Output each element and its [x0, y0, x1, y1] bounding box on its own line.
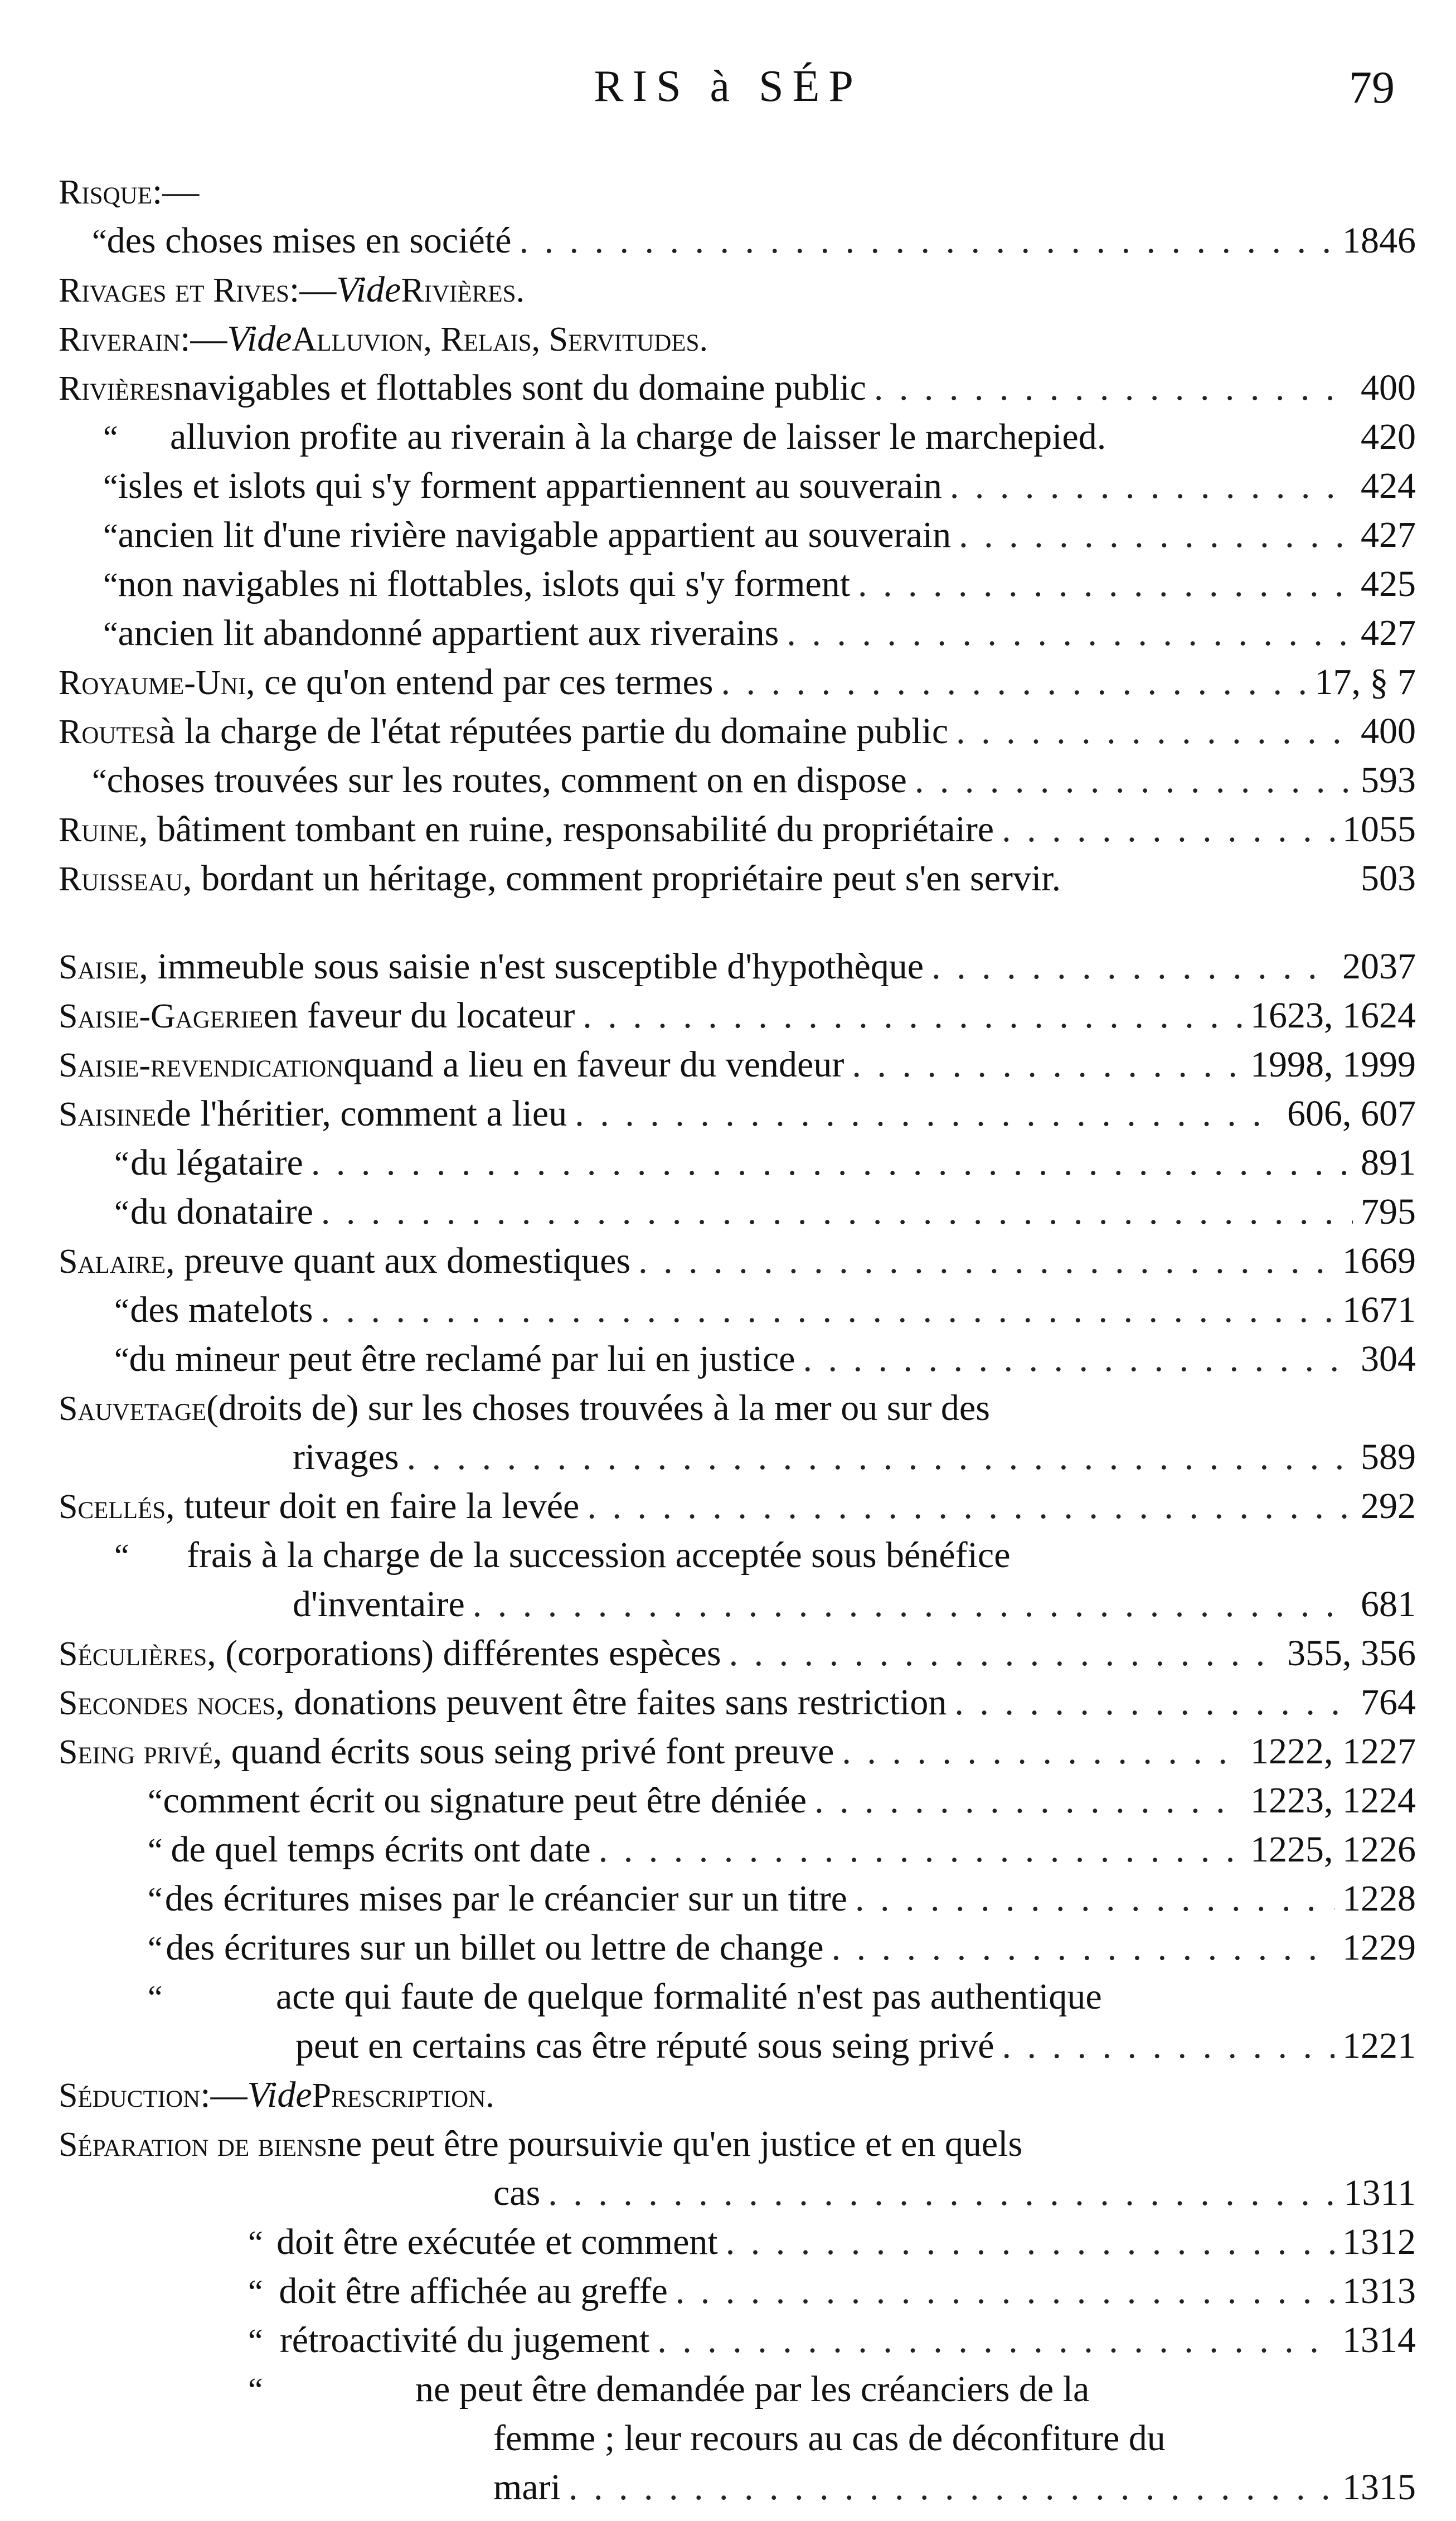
- index-continuation: [59, 2021, 1416, 2071]
- entry-heading: Saisie-revendication: [59, 1046, 344, 1084]
- entry-text: , immeuble sous saisie n'est susceptible d'hypothèque: [139, 946, 924, 987]
- index-entry: [59, 1629, 1416, 1678]
- entry-heading: Séculières: [59, 1635, 207, 1673]
- entry-heading: Seing privé: [59, 1733, 213, 1771]
- index-subentry: [59, 511, 1416, 560]
- index-entry: [59, 658, 1416, 707]
- entry-text: du donataire: [130, 1191, 313, 1232]
- leader-dots: [638, 1237, 1334, 1286]
- vide-reference: Vide: [247, 2074, 312, 2115]
- article-number: 292: [1361, 1486, 1416, 1526]
- leader-dots: [729, 1629, 1279, 1678]
- entry-text: (droits de) sur les choses trouvées à la mer ou sur des: [206, 1388, 990, 1428]
- entry-text: ancien lit abandonné appartient aux riverains: [118, 613, 779, 653]
- index-entry: [59, 1727, 1416, 1776]
- article-number: 304: [1361, 1339, 1416, 1379]
- leader-dots: [407, 1433, 1353, 1482]
- article-number: 1312: [1342, 2222, 1416, 2262]
- ditto-mark: “: [103, 419, 118, 456]
- leader-dots: [311, 1138, 1353, 1187]
- index-subentry: [59, 2365, 1416, 2414]
- index-subentry: [59, 1335, 1416, 1384]
- index-subentry: [59, 560, 1416, 609]
- ditto-mark: “: [148, 1979, 163, 2016]
- entry-text: de quel temps écrits ont date: [171, 1829, 591, 1870]
- entry-text: ancien lit d'une rivière navigable appartient au souverain: [118, 515, 952, 555]
- article-number: 2037: [1342, 946, 1416, 987]
- entry-text: mari: [493, 2467, 561, 2508]
- entry-text: alluvion profite au riverain à la charge de laisser le marchepied.: [170, 416, 1106, 457]
- index-subentry: [59, 1776, 1416, 1825]
- entry-text: du mineur peut être reclamé par lui en justice: [129, 1339, 795, 1379]
- cross-reference: Alluvion, Relais, Servitudes.: [292, 321, 708, 358]
- index-entry: [59, 1482, 1416, 1531]
- index-continuation: [59, 1580, 1416, 1629]
- article-number: 420: [1361, 416, 1416, 457]
- article-number: 1222, 1227: [1250, 1731, 1416, 1772]
- entry-text: , quand écrits sous seing privé font preuve: [212, 1731, 834, 1772]
- ditto-mark: “: [148, 1930, 163, 1967]
- leader-dots: [915, 756, 1353, 805]
- running-head: RIS à SÉP: [594, 62, 862, 111]
- leader-dots: [842, 1727, 1243, 1776]
- leader-dots: [726, 2218, 1334, 2267]
- entry-text: d'inventaire: [293, 1584, 465, 1625]
- ditto-mark: “: [248, 2372, 263, 2408]
- entry-text: en faveur du locateur: [263, 995, 575, 1036]
- page-number: 79: [1349, 62, 1395, 113]
- entry-text: , donations peuvent être faites sans restriction: [275, 1682, 947, 1723]
- index-entry: [59, 265, 1416, 314]
- leader-dots: [657, 2316, 1334, 2365]
- index-entry: [59, 805, 1416, 854]
- article-number: 1221: [1342, 2025, 1416, 2066]
- index-entry: [59, 942, 1416, 991]
- leader-dots: [321, 1286, 1334, 1335]
- entry-text: , tuteur doit en faire la levée: [166, 1486, 580, 1526]
- ditto-mark: “: [248, 2224, 263, 2261]
- ditto-mark: “: [114, 1292, 129, 1329]
- entry-text: ne peut être poursuivie qu'en justice et en quels: [327, 2124, 1023, 2164]
- entry-text: :—: [200, 2074, 247, 2115]
- entry-text: rétroactivité du jugement: [279, 2320, 650, 2360]
- entry-text: femme ; leur recours au cas de déconfiture du: [493, 2418, 1166, 2459]
- article-number: 1055: [1342, 809, 1416, 850]
- index-subentry: [59, 413, 1416, 462]
- vide-reference: Vide: [227, 318, 292, 359]
- index-continuation: [59, 2463, 1416, 2512]
- index-subentry: [59, 1874, 1416, 1923]
- ditto-mark: “: [103, 615, 118, 652]
- entry-text: :—: [289, 269, 337, 310]
- article-number: 1998, 1999: [1250, 1044, 1416, 1085]
- entry-text: doit être affichée au greffe: [279, 2271, 668, 2311]
- leader-dots: [959, 511, 1353, 560]
- ditto-mark: “: [148, 1783, 163, 1820]
- article-number: 593: [1361, 760, 1416, 801]
- article-number: 400: [1361, 367, 1416, 408]
- ditto-mark: “: [114, 1538, 129, 1574]
- article-number: 1623, 1624: [1250, 995, 1416, 1036]
- ditto-mark: “: [148, 1881, 163, 1918]
- index-entry: [59, 991, 1416, 1040]
- index-entry: [59, 854, 1416, 903]
- leader-dots: [950, 462, 1353, 511]
- index-subentry: [59, 462, 1416, 511]
- entry-heading: Saisine: [59, 1095, 157, 1133]
- index-entry: [59, 1678, 1416, 1727]
- article-number: 1313: [1342, 2271, 1416, 2311]
- leader-dots: [676, 2267, 1334, 2316]
- leader-dots: [587, 1482, 1353, 1531]
- index-entry: [59, 363, 1416, 413]
- leader-dots: [569, 2463, 1334, 2512]
- article-number: 681: [1361, 1584, 1416, 1625]
- ditto-mark: “: [103, 468, 118, 505]
- article-number: 795: [1361, 1191, 1416, 1232]
- leader-dots: [599, 1825, 1243, 1874]
- leader-dots: [956, 707, 1353, 756]
- index-entry: [59, 2071, 1416, 2120]
- entry-text: :—: [180, 318, 227, 359]
- cross-reference: Prescription.: [312, 2077, 494, 2115]
- ditto-mark: “: [103, 566, 118, 603]
- article-number: 427: [1361, 613, 1416, 653]
- leader-dots: [787, 609, 1353, 658]
- entry-heading: Sauvetage: [59, 1390, 207, 1428]
- article-number: 17, § 7: [1314, 662, 1416, 702]
- index-entries: [59, 167, 1416, 2512]
- index-subentry: [59, 216, 1416, 265]
- article-number: 891: [1361, 1142, 1416, 1183]
- leader-dots: [858, 560, 1353, 609]
- entry-text: isles et islots qui s'y forment appartiennent au souverain: [118, 466, 942, 506]
- index-entry: [59, 167, 1416, 216]
- index-subentry: [59, 1923, 1416, 1972]
- index-entry: [59, 707, 1416, 756]
- ditto-mark: “: [92, 763, 107, 799]
- article-number: 764: [1361, 1682, 1416, 1723]
- entry-text: ne peut être demandée par les créanciers de la: [415, 2369, 1090, 2410]
- entry-text: des matelots: [130, 1289, 313, 1330]
- entry-heading: Royaume-Uni: [59, 664, 246, 702]
- entry-text: peut en certains cas être réputé sous seing privé: [295, 2025, 994, 2066]
- index-entry: [59, 1089, 1416, 1138]
- entry-text: comment écrit ou signature peut être déniée: [163, 1780, 807, 1821]
- entry-heading: Rivières: [59, 370, 174, 408]
- leader-dots: [855, 1874, 1334, 1923]
- index-entry: [59, 2120, 1416, 2169]
- leader-dots: [1002, 2021, 1334, 2071]
- article-number: 1225, 1226: [1250, 1829, 1416, 1870]
- entry-text: non navigables ni flottables, islots qui s'y forment: [118, 564, 851, 604]
- entry-heading: Ruine: [59, 811, 139, 849]
- entry-text: à la charge de l'état réputées partie du domaine public: [158, 711, 949, 752]
- index-continuation: [59, 2169, 1416, 2218]
- entry-heading: Salaire: [59, 1243, 166, 1281]
- leader-dots: [814, 1776, 1243, 1825]
- ditto-mark: “: [248, 2273, 263, 2310]
- ditto-mark: “: [148, 1832, 163, 1869]
- article-number: 589: [1361, 1437, 1416, 1477]
- entry-heading: Ruisseau: [59, 860, 183, 898]
- entry-text: des écritures mises par le créancier sur un titre: [164, 1878, 847, 1919]
- index-subentry: [59, 2316, 1416, 2365]
- entry-heading: Scellés: [59, 1488, 166, 1526]
- ditto-mark: “: [248, 2323, 263, 2359]
- entry-heading: Séduction: [59, 2077, 201, 2115]
- leader-dots: [852, 1040, 1243, 1089]
- entry-heading: Riverain: [59, 321, 181, 358]
- leader-dots: [519, 216, 1334, 265]
- leader-dots: [874, 363, 1353, 413]
- leader-dots: [1002, 805, 1334, 854]
- leader-dots: [832, 1923, 1334, 1972]
- index-entry: [59, 1040, 1416, 1089]
- article-number: 1223, 1224: [1250, 1780, 1416, 1821]
- leader-dots: [548, 2169, 1336, 2218]
- entry-text: choses trouvées sur les routes, comment on en dispose: [106, 760, 907, 801]
- article-number: 427: [1361, 515, 1416, 555]
- index-continuation: [59, 2414, 1416, 2463]
- article-number: 425: [1361, 564, 1416, 604]
- entry-text: , ce qu'on entend par ces termes: [246, 662, 714, 702]
- entry-heading: Séparation de biens: [59, 2126, 327, 2164]
- leader-dots: [473, 1580, 1353, 1629]
- article-number: 1229: [1342, 1927, 1416, 1968]
- index-subentry: [59, 609, 1416, 658]
- leader-dots: [803, 1335, 1353, 1384]
- entry-heading: Saisie-Gagerie: [59, 997, 264, 1035]
- index-subentry: [59, 2218, 1416, 2267]
- entry-text: navigables et flottables sont du domaine public: [173, 367, 866, 408]
- article-number: 1846: [1342, 220, 1416, 261]
- entry-text: , (corporations) différentes espèces: [207, 1633, 721, 1674]
- entry-text: doit être exécutée et comment: [276, 2222, 718, 2262]
- cross-reference: Rivières.: [401, 272, 525, 309]
- index-subentry: [59, 1138, 1416, 1187]
- article-number: 1315: [1342, 2467, 1416, 2508]
- article-number: 400: [1361, 711, 1416, 752]
- article-number: 1311: [1343, 2173, 1416, 2213]
- index-subentry: [59, 1531, 1416, 1580]
- ditto-mark: “: [114, 1145, 129, 1182]
- entry-text: cas: [493, 2173, 541, 2213]
- index-subentry: [59, 1825, 1416, 1874]
- article-number: 1228: [1342, 1878, 1416, 1919]
- index-continuation: [59, 1433, 1416, 1482]
- entry-text: des choses mises en société: [106, 220, 512, 261]
- entry-text: de l'héritier, comment a lieu: [156, 1093, 567, 1134]
- entry-text: des écritures sur un billet ou lettre de change: [166, 1927, 824, 1968]
- entry-heading: Secondes noces: [59, 1684, 276, 1722]
- vide-reference: Vide: [336, 269, 401, 310]
- leader-dots: [954, 1678, 1353, 1727]
- entry-text: :—: [152, 171, 200, 212]
- ditto-mark: “: [103, 517, 118, 554]
- entry-text: , preuve quant aux domestiques: [166, 1240, 631, 1281]
- index-entry: [59, 314, 1416, 363]
- index-subentry: [59, 756, 1416, 805]
- entry-heading: Rivages et Rives: [59, 272, 289, 309]
- ditto-mark: “: [92, 223, 107, 260]
- index-subentry: [59, 1972, 1416, 2021]
- entry-text: quand a lieu en faveur du vendeur: [343, 1044, 845, 1085]
- entry-text: , bordant un héritage, comment propriétaire peut s'en servir.: [182, 858, 1061, 899]
- leader-dots: [721, 658, 1307, 707]
- entry-text: du légataire: [130, 1142, 303, 1183]
- ditto-mark: “: [114, 1341, 129, 1378]
- article-number: 1669: [1342, 1240, 1416, 1281]
- entry-heading: Risque: [59, 173, 152, 211]
- article-number: 503: [1361, 858, 1416, 899]
- leader-dots: [321, 1187, 1353, 1237]
- article-number: 424: [1361, 466, 1416, 506]
- entry-heading: Saisie: [59, 948, 139, 986]
- entry-heading: Routes: [59, 713, 159, 751]
- entry-text: acte qui faute de quelque formalité n'est pas authentique: [276, 1976, 1102, 2017]
- leader-dots: [575, 1089, 1279, 1138]
- ditto-mark: “: [114, 1194, 129, 1231]
- article-number: 606, 607: [1287, 1093, 1416, 1134]
- leader-dots: [583, 991, 1243, 1040]
- article-number: 1671: [1342, 1289, 1416, 1330]
- page-header: [0, 61, 1456, 123]
- index-entry: [59, 1384, 1416, 1433]
- index-subentry: [59, 2267, 1416, 2316]
- index-entry: [59, 1237, 1416, 1286]
- entry-text: , bâtiment tombant en ruine, responsabilité du propriétaire: [139, 809, 994, 850]
- article-number: 355, 356: [1287, 1633, 1416, 1674]
- index-subentry: [59, 1286, 1416, 1335]
- article-number: 1314: [1342, 2320, 1416, 2360]
- leader-dots: [931, 942, 1334, 991]
- entry-text: frais à la charge de la succession acceptée sous bénéfice: [187, 1535, 1011, 1575]
- entry-text: rivages: [293, 1437, 399, 1477]
- index-subentry: [59, 1187, 1416, 1237]
